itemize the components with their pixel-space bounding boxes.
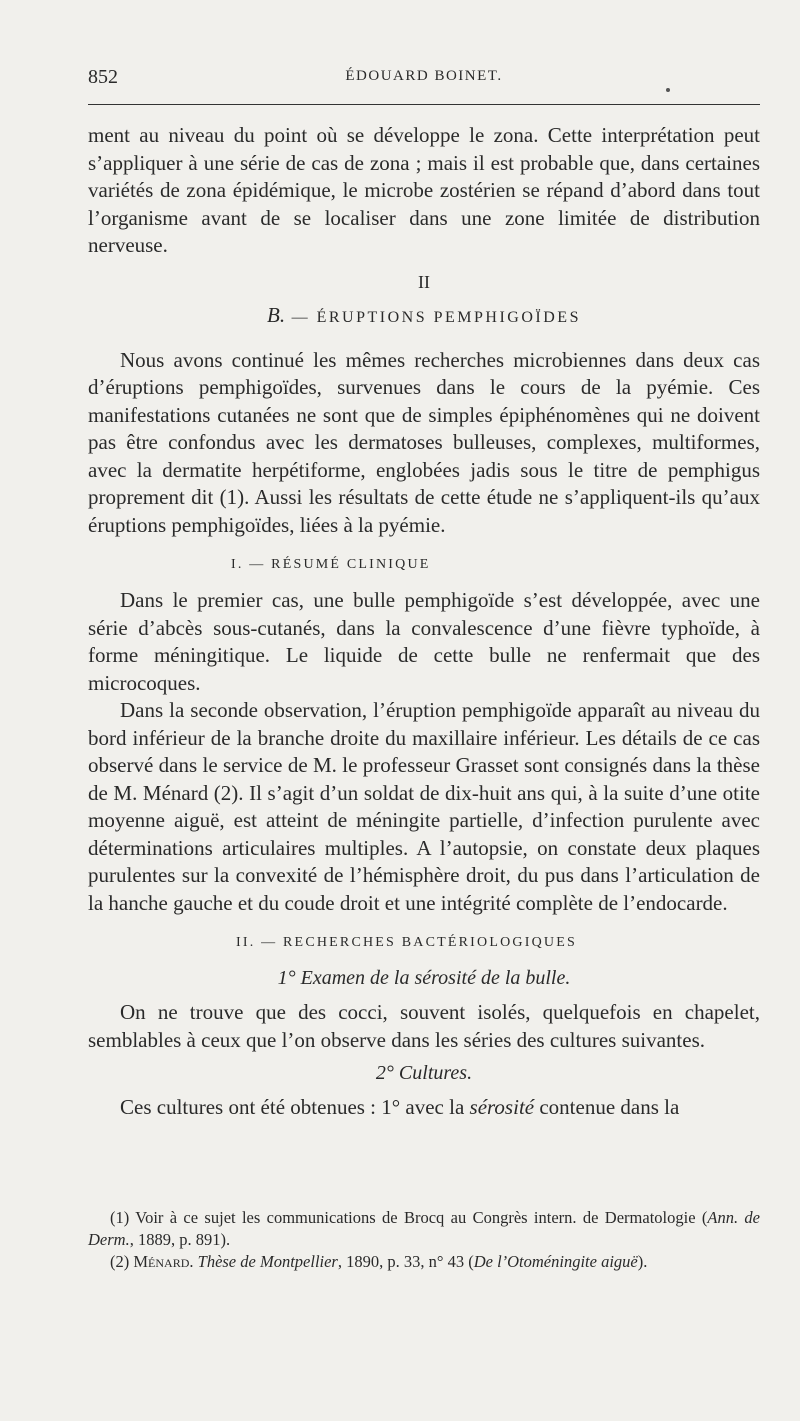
header-rule — [88, 104, 760, 105]
footnote-1-emphasis: Ann. de Derm. — [88, 1208, 761, 1249]
paragraph-3: Dans le premier cas, une bulle pemphigoïde s’est développée, avec une série d’abcès sous-cutanés, dans la convalescence d’une fièvre typhoïde, à forme méningitique. Le liquide de cette bulle ne renfermait que des microcoques. — [88, 588, 760, 695]
footnote-1 — [88, 1207, 760, 1251]
footnotes — [88, 1207, 760, 1273]
subsection-heading-2: II. — RECHERCHES BACTÉRIOLOGIQUES — [236, 935, 577, 950]
subsection-heading-1: I. — RÉSUMÉ CLINIQUE — [231, 557, 431, 572]
footnote-2-end: ). — [637, 1252, 648, 1271]
subsection-item-2-text: 2° Cultures. — [375, 1062, 473, 1084]
footnote-1-end: , 1889, p. 891). — [129, 1230, 231, 1249]
footnote-2-subtitle: De l’Otoméningite aiguë — [473, 1252, 638, 1271]
page-header — [88, 66, 760, 96]
paragraph-6-end: contenue dans la — [534, 1095, 680, 1119]
paragraph-6-start: Ces cultures ont été obtenues : 1° avec la — [120, 1095, 470, 1119]
subsection-item-1 — [88, 965, 760, 991]
running-head: ÉDOUARD BOINET. — [345, 68, 503, 84]
footnote-2-mid2: , 1890, p. 33, n° 43 ( — [337, 1252, 474, 1271]
ink-dot — [666, 88, 670, 92]
footnote-2-title: Thèse de Montpellier — [197, 1252, 338, 1271]
page-number: 852 — [88, 66, 118, 88]
paragraph-5: On ne trouve que des cocci, souvent isolés, quelquefois en chapelet, semblables à ceux que l’on observe dans les séries des cultures suivantes. — [88, 1000, 760, 1052]
paragraph-6 — [88, 1094, 760, 1122]
subsection-item-1-text: 1° Examen de la sérosité de la bulle. — [277, 967, 571, 989]
footnote-2 — [88, 1251, 760, 1273]
subsection-item-2 — [88, 1060, 760, 1086]
footnote-2-author: Ménard — [133, 1252, 190, 1271]
main-text — [88, 122, 760, 1122]
footnote-2-start: (2) — [110, 1252, 134, 1271]
section-title: — ÉRUPTIONS PEMPHIGOÏDES — [291, 308, 581, 326]
paragraph-1: ment au niveau du point où se développe le zona. Cette interprétation peut s’appliquer à une série de cas de zona ; mais il est probable que, dans certaines variétés de zona épidémique, le microbe zostérien se répand d’abord dans tout l’organisme avant de se localiser dans une zone limitée de distribution nerveuse. — [88, 123, 760, 257]
section-letter: B. — [267, 302, 286, 327]
section-heading — [88, 302, 760, 331]
paragraph-6-emphasis: sérosité — [469, 1095, 535, 1119]
footnote-1-start: (1) Voir à ce sujet les communications de Brocq au Congrès intern. de Dermatologie ( — [110, 1208, 708, 1227]
paragraph-2: Nous avons continué les mêmes recherches microbiennes dans deux cas d’éruptions pemphigoïdes, survenues dans le cours de la pyémie. Ces manifestations cutanées ne sont que de simples épiphénomènes qui ne doivent pas être confondus avec les dermatoses bulleuses, complexes, multiformes, avec la dermatite herpétiforme, englobées jadis sous le titre de pemphigus proprement dit (1). Aussi les résultats de cette étude ne s’appliquent-ils qu’aux éruptions pemphigoïdes, liées à la pyémie. — [88, 347, 760, 537]
footnote-2-mid1: . — [189, 1252, 198, 1271]
paragraph-4: Dans la seconde observation, l’éruption pemphigoïde apparaît au niveau du bord inférieur de la branche droite du maxillaire inférieur. Les détails de ce cas observé dans le service de M. le professeur Grasset sont consignés dans la thèse de M. Ménard (2). Il s’agit d’un soldat de dix-huit ans qui, à la suite d’une otite moyenne aiguë, est atteint de méningite partielle, d’infection purulente avec déterminations articulaires multiples. A l’autopsie, on constate deux plaques purulentes sur la convexité de l’hémisphère droit, du pus dans l’articulation de la hanche gauche et du coude droit et une intégrité complète de l’endocarde. — [88, 698, 760, 915]
section-number: II — [418, 271, 430, 292]
